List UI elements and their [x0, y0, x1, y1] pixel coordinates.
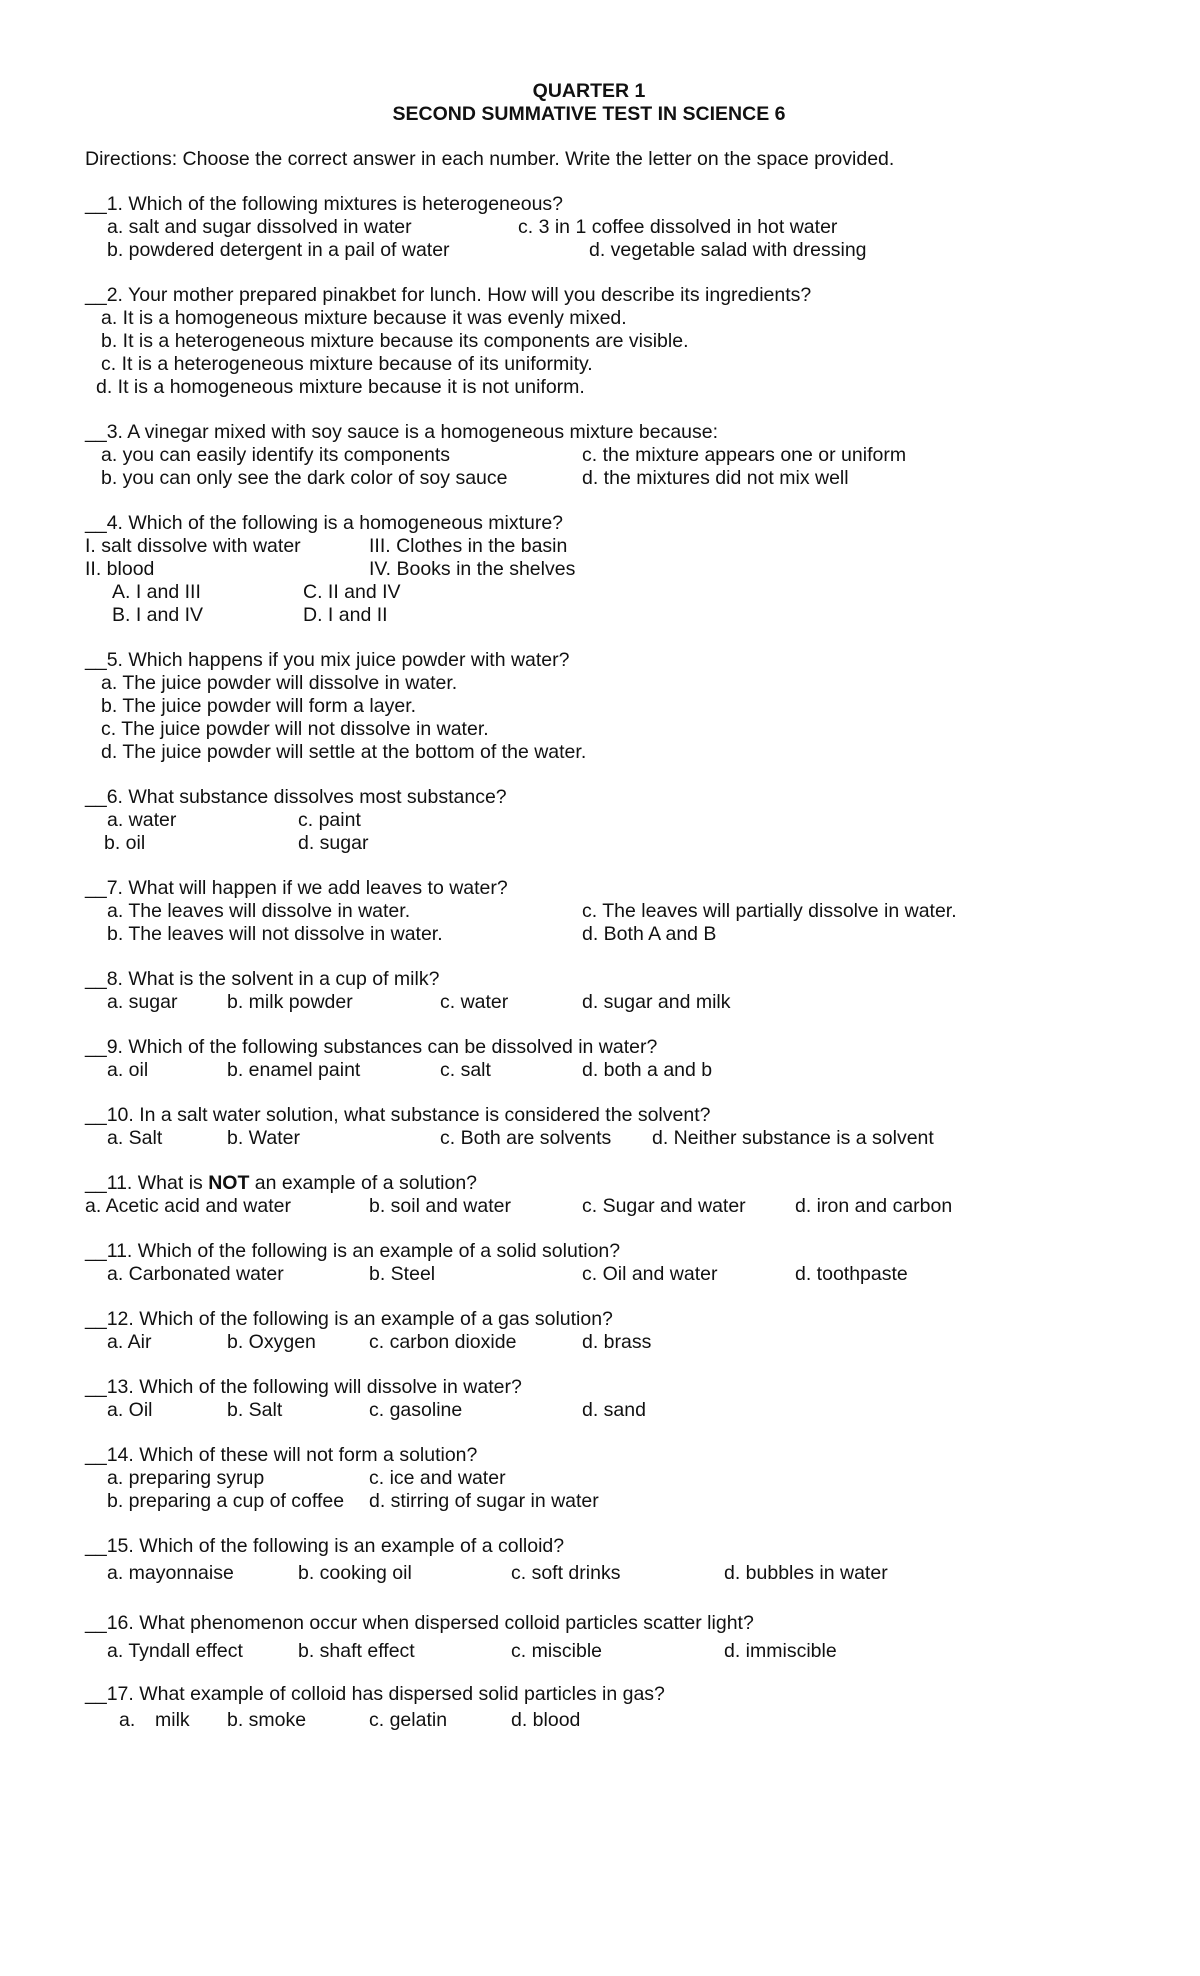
question-8-choice-c: c. water	[440, 991, 509, 1013]
question-11a-choice-a: a. Acetic acid and water	[85, 1195, 291, 1217]
question-12-choice-c: c. carbon dioxide	[369, 1331, 517, 1353]
question-2-choice-c: c. It is a heterogeneous mixture because of its uniformity.	[101, 353, 593, 375]
question-3-choice-c: c. the mixture appears one or uniform	[582, 444, 907, 466]
question-11b-choice-b: b. Steel	[369, 1263, 436, 1285]
question-6-choice-d: d. sugar	[298, 832, 369, 854]
question-11b-choice-a: a. Carbonated water	[107, 1263, 284, 1285]
question-2-choice-d: d. It is a homogeneous mixture because it is not uniform.	[96, 376, 585, 398]
question-4-choice-a: A. I and III	[112, 581, 201, 603]
question-8-choice-d: d. sugar and milk	[582, 991, 731, 1013]
question-9-choice-c: c. salt	[440, 1059, 491, 1081]
question-4-choice-c: C. II and IV	[303, 581, 401, 603]
question-2-choice-a: a. It is a homogeneous mixture because it was evenly mixed.	[101, 307, 627, 329]
question-11b-choice-d: d. toothpaste	[795, 1263, 908, 1285]
question-6-choice-c: c. paint	[298, 809, 361, 831]
question-11a-stem-emphasis: NOT	[208, 1172, 250, 1194]
question-14-choice-d: d. stirring of sugar in water	[369, 1490, 599, 1512]
question-4-choice-b: B. I and IV	[112, 604, 204, 626]
question-6-stem: __6. What substance dissolves most substance?	[85, 786, 507, 808]
question-5-choice-c: c. The juice powder will not dissolve in water.	[101, 718, 489, 740]
question-2-choice-b: b. It is a heterogeneous mixture because its components are visible.	[101, 330, 689, 352]
question-12-stem: __12. Which of the following is an example of a gas solution?	[85, 1308, 613, 1330]
question-17-choice-a: milk	[155, 1709, 190, 1731]
question-13-stem: __13. Which of the following will dissolve in water?	[85, 1376, 522, 1398]
question-4-choice-d: D. I and II	[303, 604, 388, 626]
question-16-choice-c: c. miscible	[511, 1640, 603, 1662]
question-9-choice-a: a. oil	[107, 1059, 149, 1081]
question-17-choice-b: b. smoke	[227, 1709, 307, 1731]
question-16-choice-b: b. shaft effect	[298, 1640, 415, 1662]
question-14-choice-c: c. ice and water	[369, 1467, 506, 1489]
question-5-choice-a: a. The juice powder will dissolve in water.	[101, 672, 458, 694]
question-1-stem: __1. Which of the following mixtures is heterogeneous?	[85, 193, 564, 215]
question-10-choice-a: a. Salt	[107, 1127, 163, 1149]
question-15-stem: __15. Which of the following is an example of a colloid?	[85, 1535, 565, 1557]
question-7-choice-d: d. Both A and B	[582, 923, 717, 945]
question-2-stem: __2. Your mother prepared pinakbet for lunch. How will you describe its ingredients?	[85, 284, 812, 306]
question-1-choice-a: a. salt and sugar dissolved in water	[107, 216, 412, 238]
question-11a-stem-post: an example of a solution?	[249, 1172, 478, 1194]
question-15-choice-a: a. mayonnaise	[107, 1562, 234, 1584]
question-11b-choice-c: c. Oil and water	[582, 1263, 718, 1285]
question-3-choice-d: d. the mixtures did not mix well	[582, 467, 849, 489]
question-10-choice-d: d. Neither substance is a solvent	[652, 1127, 934, 1149]
question-5-stem: __5. Which happens if you mix juice powder with water?	[85, 649, 570, 671]
question-17-choice-c: c. gelatin	[369, 1709, 448, 1731]
test-title: SECOND SUMMATIVE TEST IN SCIENCE 6	[392, 103, 786, 125]
question-14-choice-b: b. preparing a cup of coffee	[107, 1490, 345, 1512]
question-3-stem: __3. A vinegar mixed with soy sauce is a homogeneous mixture because:	[85, 421, 719, 443]
question-8-choice-a: a. sugar	[107, 991, 178, 1013]
question-7-choice-a: a. The leaves will dissolve in water.	[107, 900, 411, 922]
question-5-choice-b: b. The juice powder will form a layer.	[101, 695, 417, 717]
question-7-choice-c: c. The leaves will partially dissolve in water.	[582, 900, 957, 922]
question-11b-stem: __11. Which of the following is an example of a solid solution?	[85, 1240, 621, 1262]
question-17-choice-a-letter: a.	[119, 1709, 136, 1731]
question-16-choice-a: a. Tyndall effect	[107, 1640, 243, 1662]
question-14-stem: __14. Which of these will not form a solution?	[85, 1444, 478, 1466]
question-11a-choice-c: c. Sugar and water	[582, 1195, 746, 1217]
question-13-choice-a: a. Oil	[107, 1399, 153, 1421]
question-11a-choice-b: b. soil and water	[369, 1195, 511, 1217]
question-4-item-3: III. Clothes in the basin	[369, 535, 568, 557]
question-12-choice-d: d. brass	[582, 1331, 652, 1353]
question-9-choice-d: d. both a and b	[582, 1059, 713, 1081]
question-11a-choice-d: d. iron and carbon	[795, 1195, 953, 1217]
question-7-choice-b: b. The leaves will not dissolve in water.	[107, 923, 443, 945]
question-3-choice-b: b. you can only see the dark color of soy sauce	[101, 467, 508, 489]
question-4-item-4: IV. Books in the shelves	[369, 558, 576, 580]
question-4-item-1: I. salt dissolve with water	[85, 535, 301, 557]
question-11a-stem	[85, 1172, 477, 1194]
directions: Directions: Choose the correct answer in each number. Write the letter on the space provided.	[85, 148, 895, 170]
question-10-choice-b: b. Water	[227, 1127, 300, 1149]
question-15-choice-b: b. cooking oil	[298, 1562, 412, 1584]
question-4-stem: __4. Which of the following is a homogeneous mixture?	[85, 512, 564, 534]
question-16-stem: __16. What phenomenon occur when dispersed colloid particles scatter light?	[85, 1612, 754, 1634]
question-13-choice-c: c. gasoline	[369, 1399, 463, 1421]
question-5-choice-d: d. The juice powder will settle at the bottom of the water.	[101, 741, 587, 763]
question-6-choice-a: a. water	[107, 809, 177, 831]
question-9-choice-b: b. enamel paint	[227, 1059, 361, 1081]
question-10-stem: __10. In a salt water solution, what substance is considered the solvent?	[85, 1104, 711, 1126]
quarter-heading: QUARTER 1	[532, 80, 646, 102]
question-12-choice-a: a. Air	[107, 1331, 152, 1353]
question-7-stem: __7. What will happen if we add leaves to water?	[85, 877, 508, 899]
question-15-choice-c: c. soft drinks	[511, 1562, 621, 1584]
question-8-stem: __8. What is the solvent in a cup of milk?	[85, 968, 440, 990]
question-17-choice-d: d. blood	[511, 1709, 581, 1731]
question-12-choice-b: b. Oxygen	[227, 1331, 316, 1353]
question-1-choice-d: d. vegetable salad with dressing	[589, 239, 867, 261]
question-8-choice-b: b. milk powder	[227, 991, 353, 1013]
question-16-choice-d: d. immiscible	[724, 1640, 837, 1662]
question-14-choice-a: a. preparing syrup	[107, 1467, 265, 1489]
question-9-stem: __9. Which of the following substances can be dissolved in water?	[85, 1036, 658, 1058]
question-13-choice-d: d. sand	[582, 1399, 646, 1421]
question-11a-stem-pre: __11. What is	[85, 1172, 209, 1194]
question-13-choice-b: b. Salt	[227, 1399, 283, 1421]
question-6-choice-b: b. oil	[104, 832, 146, 854]
question-10-choice-c: c. Both are solvents	[440, 1127, 612, 1149]
question-17-stem: __17. What example of colloid has dispersed solid particles in gas?	[85, 1683, 665, 1705]
question-1-choice-c: c. 3 in 1 coffee dissolved in hot water	[518, 216, 838, 238]
question-15-choice-d: d. bubbles in water	[724, 1562, 888, 1584]
question-1-choice-b: b. powdered detergent in a pail of water	[107, 239, 450, 261]
question-3-choice-a: a. you can easily identify its components	[101, 444, 451, 466]
question-4-item-2: II. blood	[85, 558, 155, 580]
